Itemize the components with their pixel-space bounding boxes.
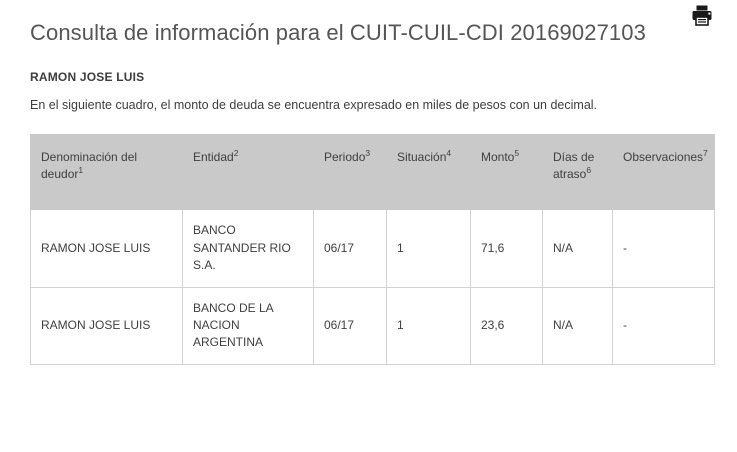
debt-table: [30, 134, 715, 365]
footnote-marker: 3: [365, 147, 371, 158]
cell-entidad: BANCO DE LA NACION ARGENTINA: [183, 287, 314, 364]
cell-situacion: 1: [387, 210, 471, 287]
footnote-marker: 6: [586, 165, 592, 176]
footnote-marker: 1: [78, 165, 84, 176]
cell-dias-atraso: N/A: [543, 210, 613, 287]
cell-dias-atraso: N/A: [543, 287, 613, 364]
cell-monto: 71,6: [471, 210, 543, 287]
cell-deudor: RAMON JOSE LUIS: [31, 210, 183, 287]
column-header-situacion: Situación$^4$: [387, 134, 471, 210]
table-row: [31, 210, 715, 287]
cell-entidad: BANCO SANTANDER RIO S.A.: [183, 210, 314, 287]
column-header-deudor: Denominación del deudor$^1$: [31, 134, 183, 210]
table-row: [31, 287, 715, 364]
footnote-marker: 5: [514, 147, 520, 158]
column-header-dias-atraso: Días de atraso$^6$: [543, 134, 613, 210]
subject-name: RAMON JOSE LUIS: [30, 69, 145, 84]
cell-periodo: 06/17: [314, 287, 387, 364]
cell-periodo: 06/17: [314, 210, 387, 287]
cell-observaciones: -: [613, 210, 715, 287]
units-note: En el siguiente cuadro, el monto de deuda se encuentra expresado en miles de pesos con un decimal.: [30, 97, 598, 112]
cell-observaciones: -: [613, 287, 715, 364]
print-button[interactable]: [689, 4, 715, 30]
page-title: Consulta de información para el CUIT-CUIL-CDI 20169027103: [30, 20, 646, 45]
column-header-periodo: Periodo$^3$: [314, 134, 387, 210]
footnote-marker: 4: [446, 147, 452, 158]
column-header-entidad: Entidad$^2$: [183, 134, 314, 210]
printer-icon: [690, 3, 714, 32]
footnote-marker: 7: [703, 147, 708, 158]
footnote-marker: 2: [233, 147, 239, 158]
cell-situacion: 1: [387, 287, 471, 364]
table-header-row: [31, 134, 715, 210]
column-header-observaciones: Observaciones$^7$: [613, 134, 715, 210]
cell-monto: 23,6: [471, 287, 543, 364]
column-header-monto: Monto$^5$: [471, 134, 543, 210]
cell-deudor: RAMON JOSE LUIS: [31, 287, 183, 364]
